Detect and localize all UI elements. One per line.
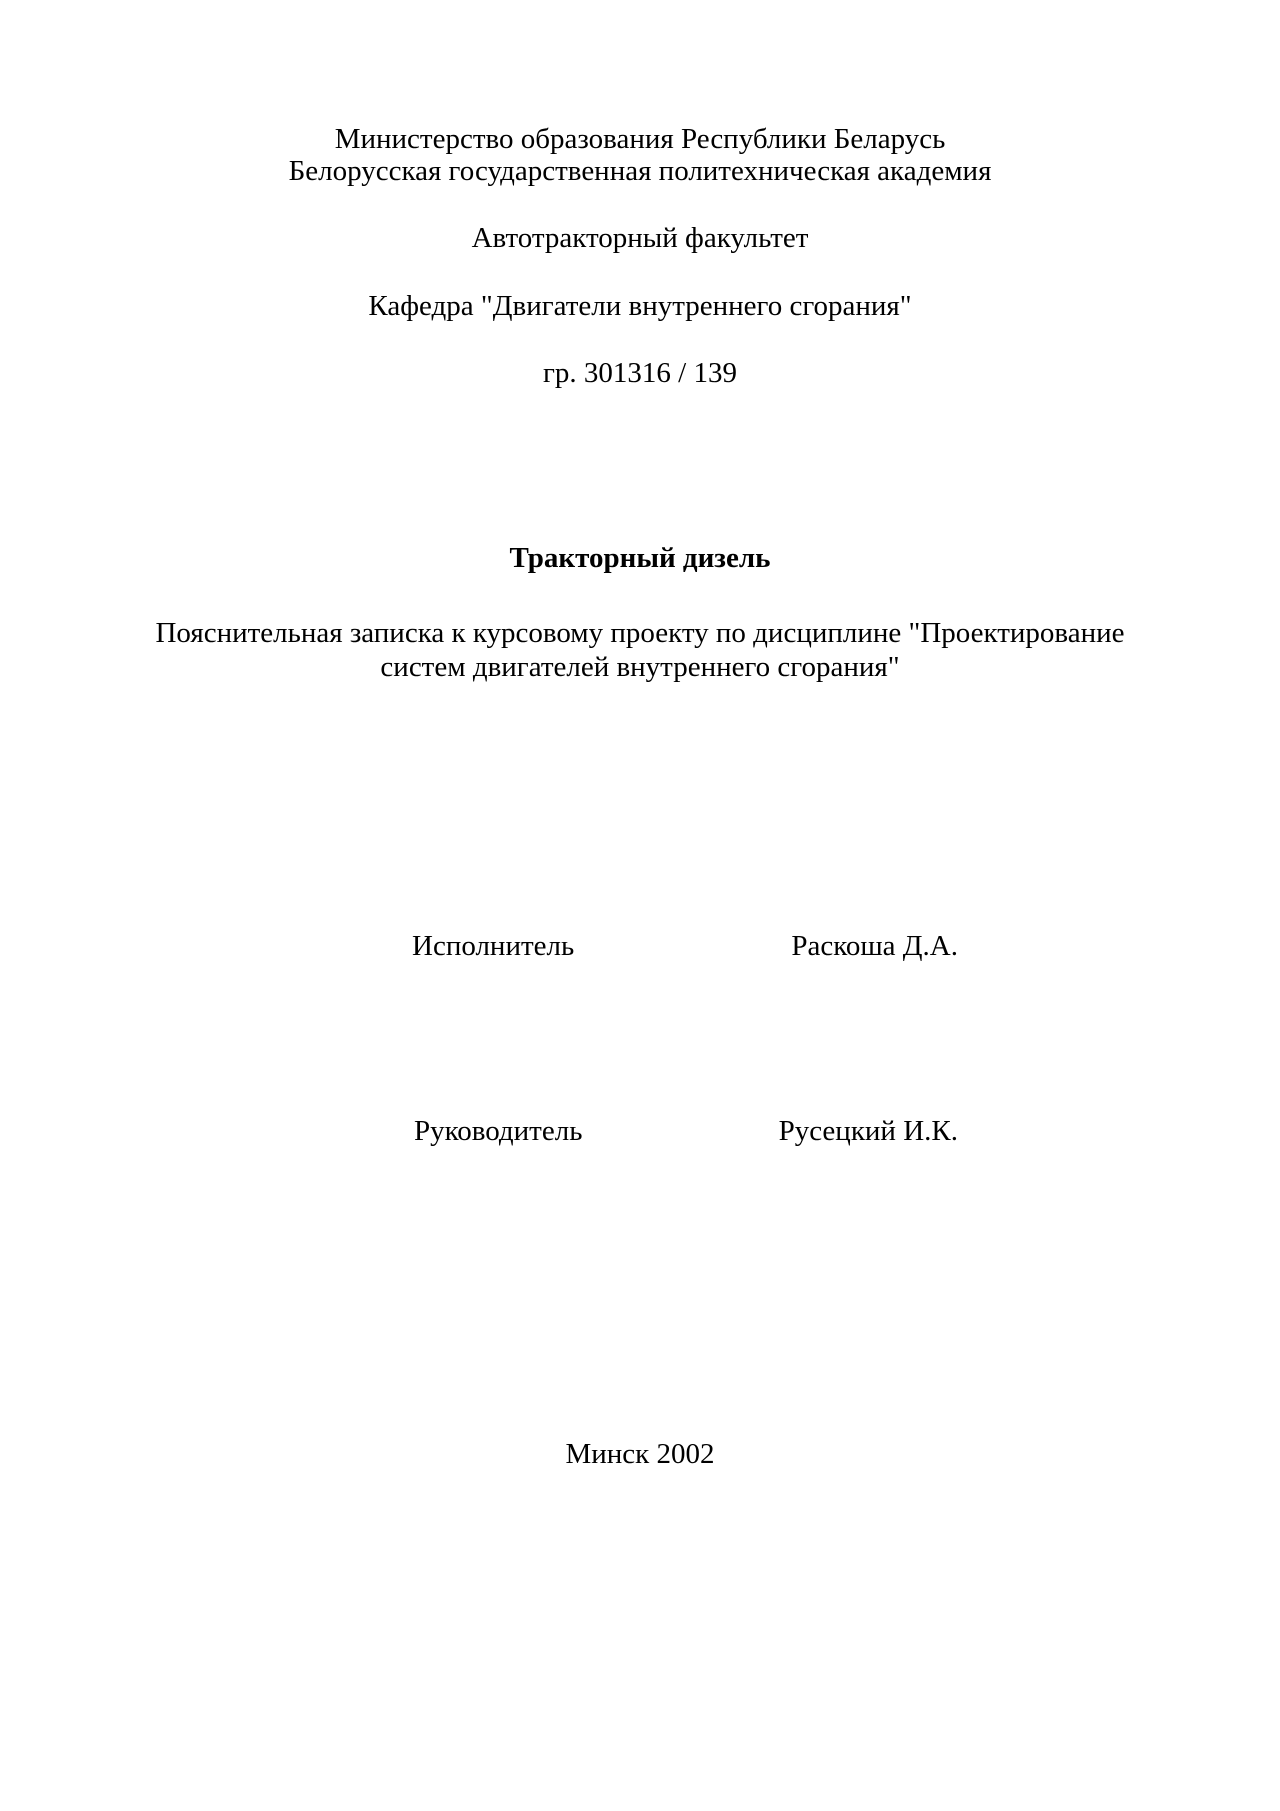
department-line: Кафедра "Двигатели внутреннего сгорания" bbox=[368, 290, 912, 322]
academy-line: Белорусская государственная политехническая академия bbox=[288, 155, 992, 187]
subtitle-line-2: систем двигателей внутреннего сгорания" bbox=[380, 651, 900, 683]
supervisor-name: Русецкий И.К. bbox=[778, 1115, 958, 1147]
ministry-line: Министерство образования Республики Беларусь bbox=[334, 123, 946, 155]
document-title: Тракторный дизель bbox=[509, 542, 771, 574]
executor-name: Раскоша Д.А. bbox=[791, 930, 958, 962]
city-year: Минск 2002 bbox=[565, 1438, 715, 1470]
group-line: гр. 301316 / 139 bbox=[543, 357, 737, 389]
subtitle-line-1: Пояснительная записка к курсовому проекту по дисциплине "Проектирование bbox=[155, 617, 1125, 649]
faculty-line: Автотракторный факультет bbox=[471, 222, 809, 254]
supervisor-label: Руководитель bbox=[414, 1115, 583, 1147]
executor-label: Исполнитель bbox=[412, 930, 575, 962]
